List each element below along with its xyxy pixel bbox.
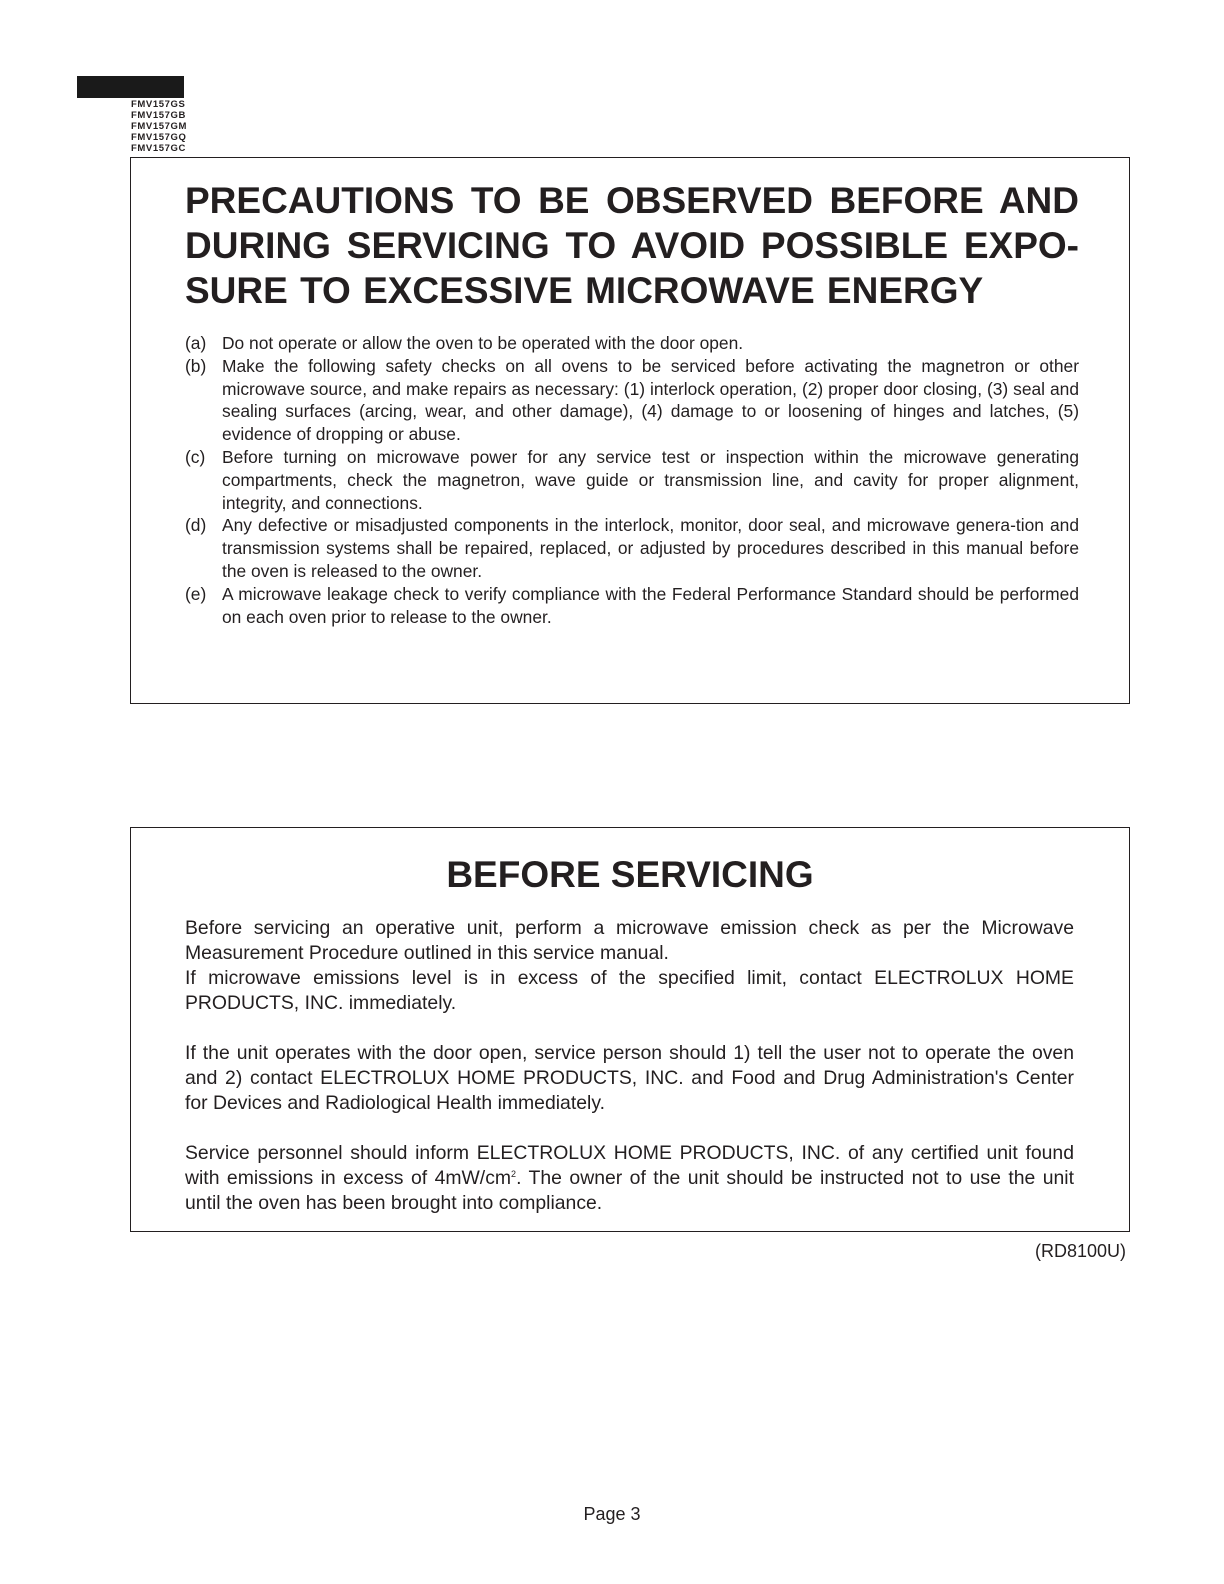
page-number: Page 3 bbox=[583, 1504, 641, 1524]
document-code: (RD8100U) bbox=[1034, 1241, 1126, 1261]
model-number: FMV157GB bbox=[131, 110, 186, 121]
before-servicing-box bbox=[130, 827, 1130, 1232]
item-marker: (d) bbox=[185, 515, 207, 536]
precautions-list bbox=[185, 332, 1079, 628]
item-marker: (c) bbox=[185, 446, 206, 467]
list-item bbox=[185, 332, 1079, 355]
list-item bbox=[185, 446, 1079, 514]
before-servicing-title: BEFORE SERVICING bbox=[446, 854, 814, 895]
item-text: A microwave leakage check to verify compliance with the Federal Performance Standard should be performed on each oven prior to release to the owner. bbox=[222, 583, 1079, 627]
paragraph: Before servicing an operative unit, perform a microwave emission check as per the Microwave Measurement Procedure outlined in this service manual. bbox=[185, 917, 1074, 964]
model-number: FMV157GQ bbox=[131, 132, 187, 143]
paragraph: If microwave emissions level is in excess of the specified limit, contact ELECTROLUX HOME PRODUCTS, INC. immediately. bbox=[185, 967, 1074, 1014]
item-marker: (b) bbox=[185, 355, 207, 376]
item-text: Before turning on microwave power for any service test or inspection within the microwave generating compartments, check the magnetron, wave guide or transmission line, and cavity for proper alignment, integrity, and connections. bbox=[222, 446, 1079, 513]
item-marker: (a) bbox=[185, 333, 207, 353]
model-number: FMV157GS bbox=[131, 99, 186, 110]
item-marker: (e) bbox=[185, 583, 207, 604]
header-bar bbox=[77, 76, 184, 98]
before-servicing-body bbox=[185, 916, 1074, 1216]
model-number: FMV157GM bbox=[131, 121, 188, 132]
item-text: Any defective or misadjusted components in the interlock, monitor, door seal, and microwave genera-tion and transmission systems shall be repaired, replaced, or adjusted by procedures described in this manual before the oven is released to the owner. bbox=[222, 515, 1079, 581]
list-item bbox=[185, 583, 1079, 629]
precautions-box bbox=[130, 157, 1130, 704]
paragraph-text: Service personnel should inform ELECTROLUX HOME PRODUCTS, INC. of any certified unit found with emissions in excess of 4mW/cm bbox=[185, 1142, 1074, 1189]
paragraph-text: . The owner of the unit should be instructed not to use the unit until the oven has been brought into compliance. bbox=[185, 1167, 1074, 1214]
precautions-title: PRECAUTIONS TO BE OBSERVED BEFORE AND DURING SERVICING TO AVOID POSSIBLE EXPO-SURE TO EXCESSIVE MICROWAVE ENERGY bbox=[185, 180, 1079, 311]
paragraph bbox=[185, 1141, 1074, 1216]
superscript: 2 bbox=[511, 1169, 517, 1179]
list-item bbox=[185, 514, 1079, 582]
item-text: Do not operate or allow the oven to be operated with the door open. bbox=[222, 333, 744, 353]
item-text: Make the following safety checks on all ovens to be serviced before activating the magnetron or other microwave source, and make repairs as necessary: (1) interlock operation, (2) proper door closing, (3) seal and sealing surfaces (arcing, wear, and other damage), (4) damage to or loosening of hinges and latches, (5) evidence of dropping or abuse. bbox=[222, 355, 1079, 445]
list-item bbox=[185, 355, 1079, 446]
model-number: FMV157GC bbox=[131, 143, 186, 154]
paragraph: If the unit operates with the door open, service person should 1) tell the user not to operate the oven and 2) contact ELECTROLUX HOME PRODUCTS, INC. and Food and Drug Administration's Center for Devices and Radiological Health immediately. bbox=[185, 1042, 1074, 1114]
model-list bbox=[131, 99, 187, 154]
